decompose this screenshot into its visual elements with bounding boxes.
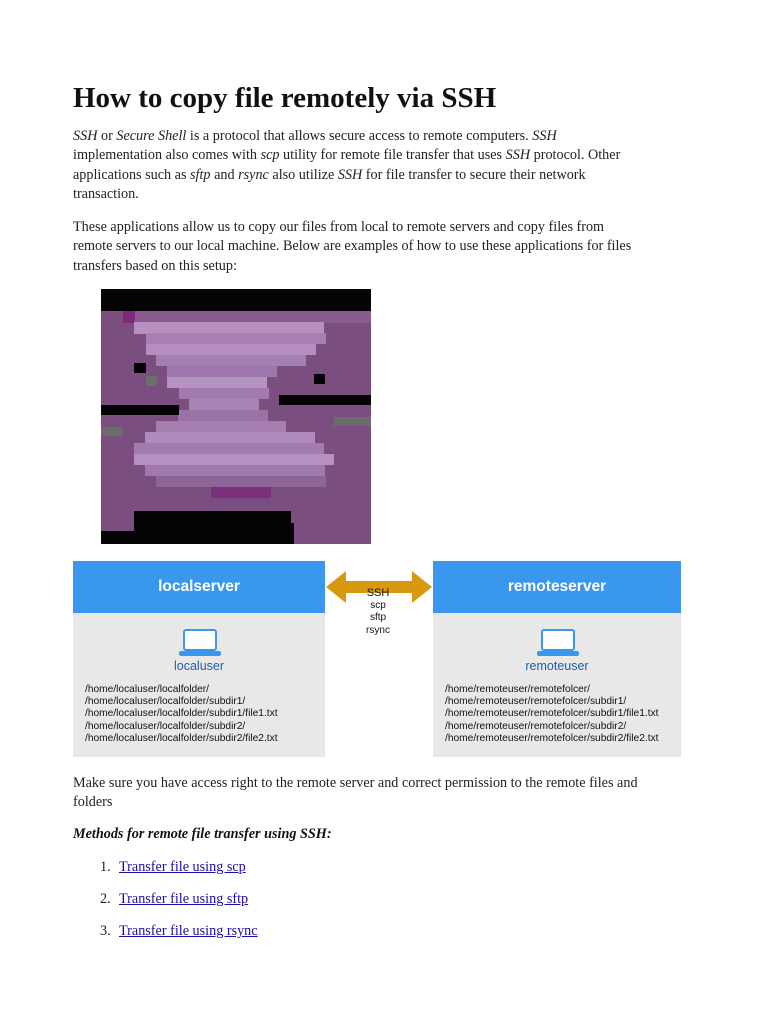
list-number: 2.	[100, 891, 111, 907]
paragraph-line: folders	[73, 794, 113, 811]
ssh-label: SSH	[366, 587, 390, 599]
scp-link[interactable]: Transfer file using scp	[119, 859, 246, 875]
methods-heading: Methods for remote file transfer using SSH:	[73, 826, 332, 842]
italic-term: SSH	[532, 128, 557, 144]
local-path-list	[85, 684, 278, 745]
paragraph-line: Make sure you have access right to the remote server and correct permission to the remote files and	[73, 775, 638, 791]
list-number: 3.	[100, 923, 111, 939]
laptop-icon	[537, 629, 579, 657]
path-item: /home/localuser/localfolder/subdir1/	[85, 696, 246, 708]
remote-path-list	[445, 684, 658, 745]
italic-term: scp	[260, 147, 280, 164]
pixelated-image	[101, 289, 371, 544]
path-item: /home/remoteuser/remotefolcer/	[445, 684, 590, 695]
paragraph-line	[73, 166, 698, 185]
text-run: implementation also comes with	[73, 147, 261, 164]
text-run: is a protocol that allows secure access to remote computers.	[186, 128, 533, 144]
sftp-label: sftp	[369, 612, 387, 623]
paragraph-line: remote servers to our local machine. Below are examples of how to use these applications for files	[73, 238, 632, 255]
text-run: utility for remote file transfer that uses	[279, 147, 506, 164]
paragraph-line: transfers based on this setup:	[73, 257, 237, 274]
local-server-box	[73, 561, 325, 757]
scp-label: scp	[370, 599, 386, 611]
list-number: 1.	[100, 859, 111, 875]
italic-term: SSH	[73, 128, 98, 144]
path-item: /home/remoteuser/remotefolcer/subdir1/file1.txt	[445, 708, 659, 720]
network-diagram	[73, 561, 682, 757]
italic-term: rsync	[238, 166, 269, 183]
remote-server-box	[433, 561, 681, 757]
intro-paragraph	[73, 127, 698, 204]
text-run: also utilize	[268, 166, 338, 183]
setup-paragraph	[73, 218, 698, 276]
rsync-link[interactable]: Transfer file using rsync	[119, 923, 258, 939]
path-item: /home/remoteuser/remotefolcer/subdir1/	[445, 696, 627, 708]
path-item: /home/remoteuser/remotefolcer/subdir2/	[445, 720, 627, 732]
path-item: /home/localuser/localfolder/subdir1/file1.txt	[85, 708, 278, 720]
text-run: applications such as	[73, 166, 191, 183]
italic-term: SSH	[505, 147, 531, 164]
local-user-label: localuser	[173, 659, 225, 673]
path-item: /home/localuser/localfolder/subdir2/file2.txt	[85, 732, 278, 744]
sftp-link[interactable]: Transfer file using sftp	[119, 891, 249, 907]
protocol-labels	[348, 587, 408, 637]
italic-term: sftp	[190, 166, 211, 183]
italic-term: SSH	[337, 166, 363, 183]
path-item: /home/remoteuser/remotefolcer/subdir2/file2.txt	[445, 732, 659, 744]
paragraph-line	[73, 185, 698, 204]
text-run: for file transfer to secure their network	[362, 166, 586, 183]
text-run: protocol. Other	[530, 147, 621, 164]
text-run: and	[210, 166, 239, 183]
paragraph-line: These applications allow us to copy our files from local to remote servers and copy files from	[73, 219, 605, 235]
permission-paragraph	[73, 774, 698, 813]
path-item: /home/localuser/localfolder/subdir2/	[85, 720, 246, 732]
remote-server-title: remoteserver	[433, 561, 681, 613]
page-title: How to copy file remotely via SSH	[73, 82, 497, 114]
paragraph-line	[73, 146, 698, 165]
laptop-icon	[179, 629, 221, 657]
italic-term: Secure Shell	[116, 128, 187, 144]
path-item: /home/localuser/localfolder/	[85, 684, 210, 695]
remote-user-label: remoteuser	[525, 659, 589, 673]
text-run: or	[97, 128, 117, 144]
rsync-label: rsync	[366, 624, 390, 636]
text-run: transaction.	[73, 185, 139, 202]
local-server-title: localserver	[73, 561, 325, 613]
paragraph-line	[73, 127, 698, 146]
